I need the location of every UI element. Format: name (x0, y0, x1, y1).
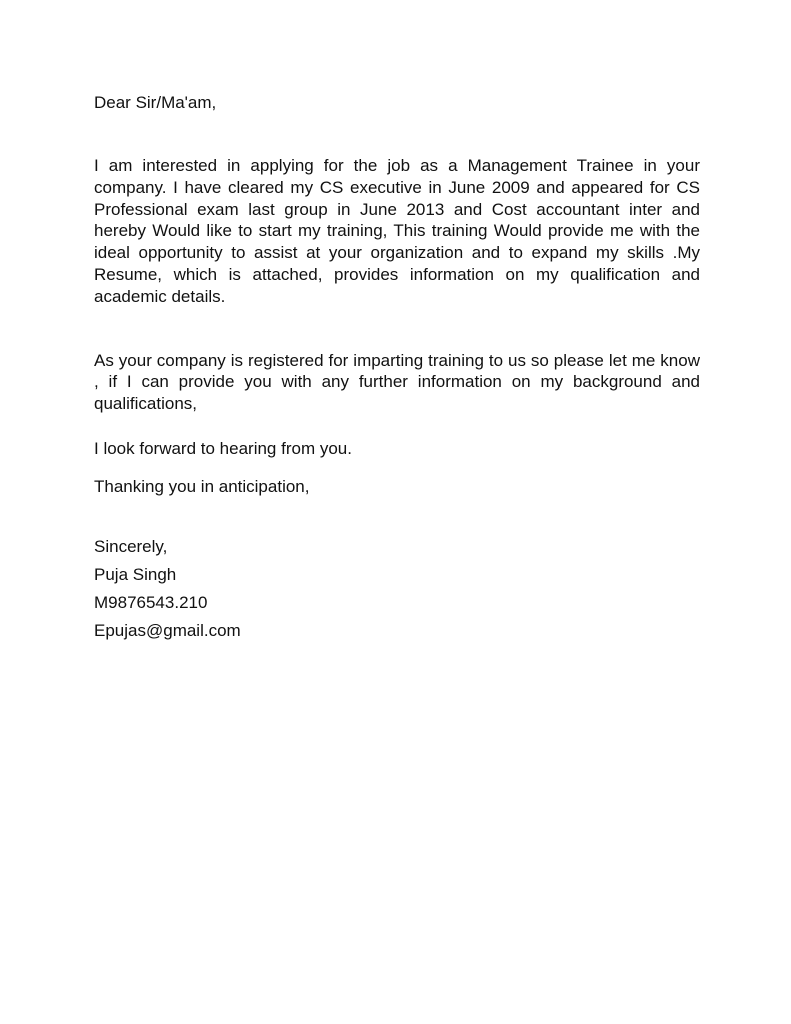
cover-letter (94, 93, 700, 645)
body-paragraph-intro: I am interested in applying for the job as a Management Trainee in your company. I have cleared my CS executive in June 2009 and appeared for CS Professional exam last group in June 2013 and Cost accountant inter and hereby Would like to start my training, This training Would provide me with the ideal opportunity to assist at your organization and to expand my skills .My Resume, which is attached, provides information on my qualification and academic details. (94, 156, 700, 306)
salutation: Dear Sir/Ma'am, (94, 93, 217, 112)
sender-phone: M9876543.210 (94, 592, 208, 612)
body-paragraph-forward: I look forward to hearing from you. (94, 438, 352, 458)
closing-thanks: Thanking you in anticipation, (94, 476, 310, 496)
body-paragraph-request: As your company is registered for imparting training to us so please let me know , if I can provide you with any further information on my background and qualifications, (94, 350, 700, 414)
sender-name: Puja Singh (94, 564, 177, 584)
sender-email: Epujas@gmail.com (94, 620, 241, 640)
signature-block (94, 533, 700, 645)
closing-word: Sincerely, (94, 536, 168, 556)
